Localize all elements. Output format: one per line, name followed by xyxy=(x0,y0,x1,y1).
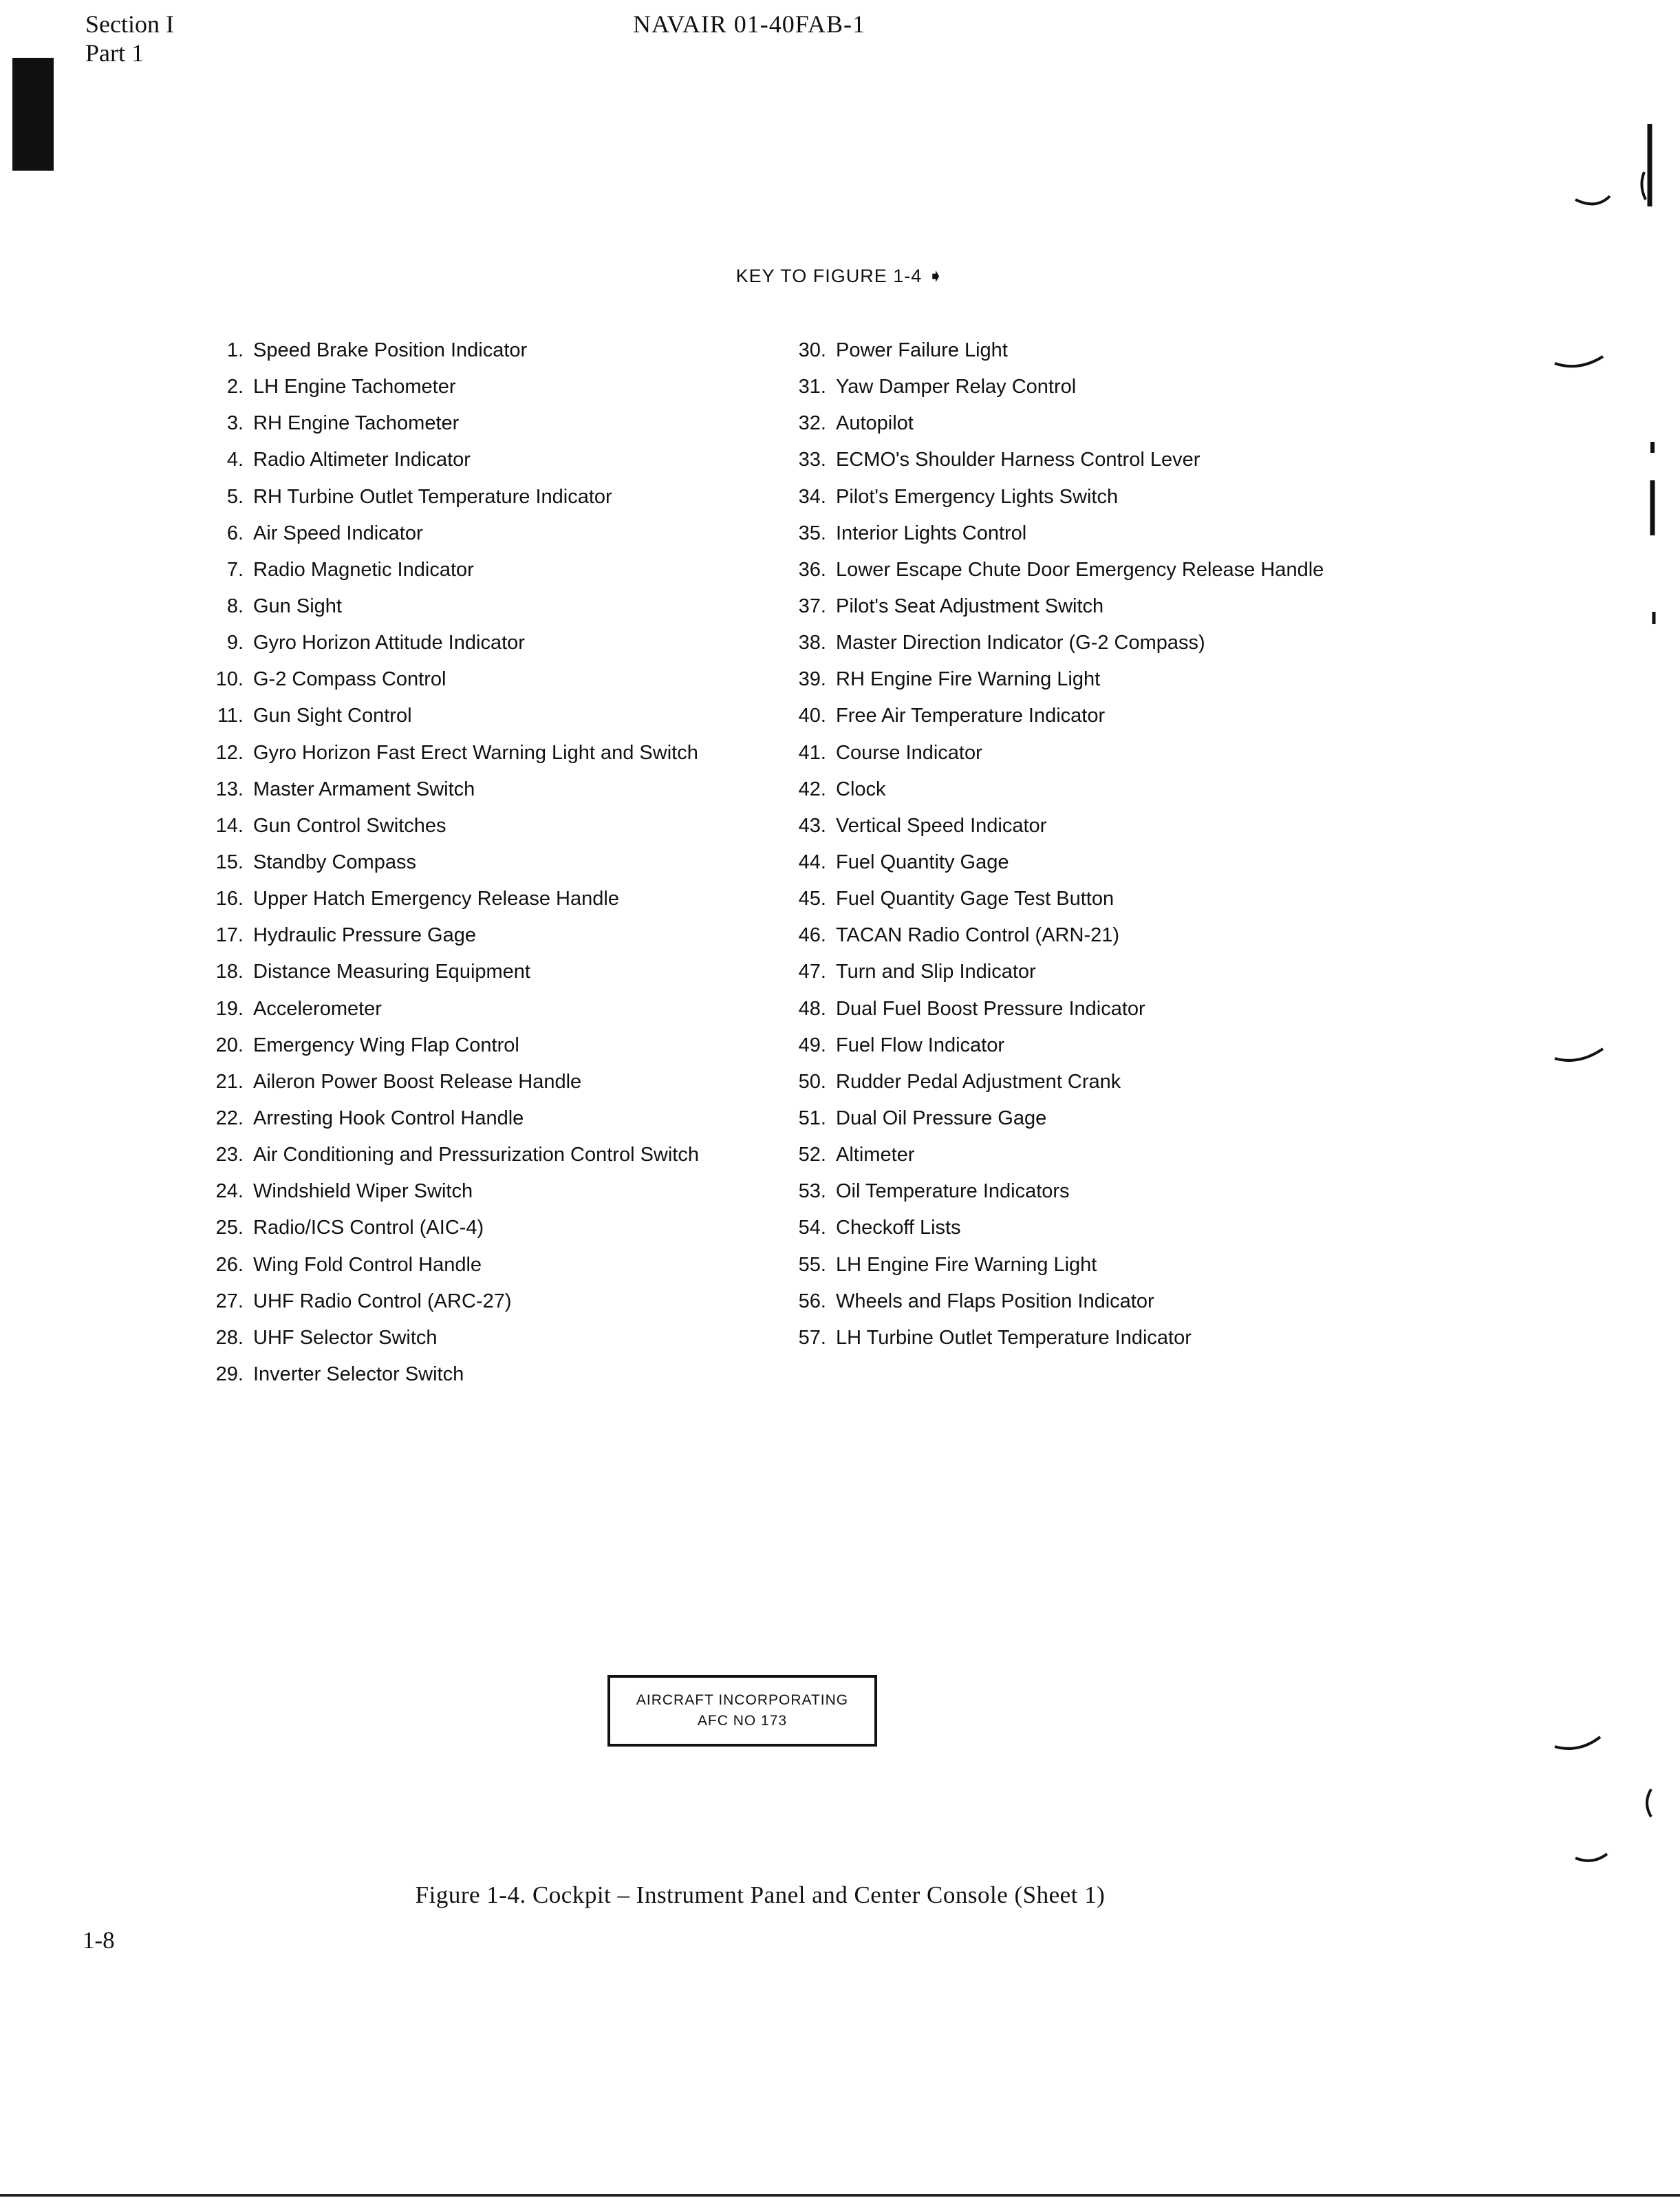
part-label: Part 1 xyxy=(85,39,144,67)
key-item-number: 30. xyxy=(798,339,826,361)
key-item xyxy=(786,922,1324,959)
binding-mark xyxy=(1644,609,1665,630)
key-item-label: Gun Control Switches xyxy=(253,814,446,837)
key-item-label: Wheels and Flaps Position Indicator xyxy=(836,1290,1154,1312)
key-item xyxy=(204,557,699,593)
key-item-number: 31. xyxy=(798,376,826,398)
key-item xyxy=(204,1325,699,1361)
key-item xyxy=(204,776,699,813)
key-item xyxy=(204,996,699,1032)
key-item xyxy=(204,886,699,922)
key-item-label: Inverter Selector Switch xyxy=(253,1363,464,1385)
key-item-label: Windshield Wiper Switch xyxy=(253,1180,473,1203)
key-item-label: Clock xyxy=(836,778,886,800)
key-item xyxy=(204,740,699,776)
key-item-number: 19. xyxy=(215,997,244,1020)
key-item xyxy=(786,1178,1324,1215)
section-label: Section I xyxy=(85,10,174,38)
key-item-label: Aileron Power Boost Release Handle xyxy=(253,1070,582,1093)
key-item-label: Dual Oil Pressure Gage xyxy=(836,1107,1047,1129)
key-item xyxy=(786,410,1324,447)
binding-mark xyxy=(1569,1782,1665,1879)
key-item-label: Fuel Quantity Gage xyxy=(836,851,1009,873)
key-item-number: 8. xyxy=(226,595,244,617)
key-item xyxy=(204,666,699,703)
key-item-number: 52. xyxy=(798,1144,826,1166)
key-item-label: Speed Brake Position Indicator xyxy=(253,339,528,361)
key-item-label: Checkoff Lists xyxy=(836,1217,961,1239)
key-item-number: 56. xyxy=(798,1290,826,1312)
key-item-number: 34. xyxy=(798,485,826,508)
key-item-number: 22. xyxy=(215,1107,244,1129)
key-item-number: 48. xyxy=(798,997,826,1020)
key-item xyxy=(204,1142,699,1178)
key-item xyxy=(786,520,1324,557)
key-item-label: Turn and Slip Indicator xyxy=(836,961,1036,983)
key-item-number: 51. xyxy=(798,1107,826,1129)
key-item-number: 26. xyxy=(215,1253,244,1276)
key-item-number: 35. xyxy=(798,522,826,544)
key-item-number: 36. xyxy=(798,558,826,581)
key-item-number: 43. xyxy=(798,814,826,837)
key-item-label: Gun Sight xyxy=(253,595,342,617)
key-item xyxy=(786,813,1324,849)
key-item-label: Lower Escape Chute Door Emergency Release Handle xyxy=(836,558,1324,581)
key-item xyxy=(786,776,1324,813)
key-item-number: 57. xyxy=(798,1326,826,1349)
key-item xyxy=(204,410,699,447)
key-item-label: Arresting Hook Control Handle xyxy=(253,1107,524,1129)
key-item xyxy=(204,959,699,995)
binding-mark xyxy=(1644,434,1665,551)
figure-caption: Figure 1-4. Cockpit – Instrument Panel and Center Console (Sheet 1) xyxy=(415,1881,1106,1908)
key-item-number: 28. xyxy=(215,1326,244,1349)
key-item-number: 41. xyxy=(798,741,826,764)
key-item-number: 27. xyxy=(215,1290,244,1312)
key-item-label: UHF Radio Control (ARC-27) xyxy=(253,1290,512,1312)
key-item-number: 2. xyxy=(226,376,244,398)
key-item xyxy=(786,996,1324,1032)
key-item-label: Air Conditioning and Pressurization Control Switch xyxy=(253,1144,699,1166)
section-header xyxy=(85,10,174,67)
key-item xyxy=(204,922,699,959)
key-item-label: RH Engine Tachometer xyxy=(253,412,460,435)
key-item-number: 16. xyxy=(215,888,244,910)
key-item-number: 32. xyxy=(798,412,826,435)
key-item-number: 40. xyxy=(798,705,826,727)
key-item xyxy=(786,666,1324,703)
key-item-label: Radio Magnetic Indicator xyxy=(253,558,474,581)
key-item-label: Hydraulic Pressure Gage xyxy=(253,924,476,947)
key-item-label: UHF Selector Switch xyxy=(253,1326,438,1349)
binding-mark xyxy=(1548,1039,1624,1074)
key-item-label: Vertical Speed Indicator xyxy=(836,814,1047,837)
key-item-number: 49. xyxy=(798,1034,826,1056)
key-item xyxy=(786,1032,1324,1069)
key-item-label: Free Air Temperature Indicator xyxy=(836,705,1106,727)
key-item-number: 13. xyxy=(215,778,244,800)
key-item-label: ECMO's Shoulder Harness Control Lever xyxy=(836,449,1200,471)
key-item-label: Dual Fuel Boost Pressure Indicator xyxy=(836,997,1145,1020)
key-item xyxy=(204,1215,699,1251)
key-item-number: 24. xyxy=(215,1180,244,1203)
key-item xyxy=(786,1215,1324,1251)
key-item-number: 14. xyxy=(215,814,244,837)
key-item-label: Upper Hatch Emergency Release Handle xyxy=(253,888,619,910)
key-item xyxy=(786,1325,1324,1361)
key-item-label: Fuel Quantity Gage Test Button xyxy=(836,888,1114,910)
key-item-number: 18. xyxy=(215,961,244,983)
key-item-number: 15. xyxy=(215,851,244,873)
key-item-number: 23. xyxy=(215,1144,244,1166)
key-item-number: 11. xyxy=(217,705,244,727)
stamp-line-1: AIRCRAFT INCORPORATING xyxy=(636,1692,849,1708)
key-item xyxy=(204,1252,699,1288)
key-item-label: Rudder Pedal Adjustment Crank xyxy=(836,1070,1121,1093)
key-item xyxy=(786,484,1324,520)
key-item xyxy=(204,484,699,520)
binding-mark xyxy=(1562,110,1658,220)
key-item xyxy=(204,374,699,410)
key-item-number: 47. xyxy=(798,961,826,983)
key-item-number: 55. xyxy=(798,1253,826,1276)
key-item-number: 5. xyxy=(226,485,244,508)
key-item xyxy=(786,630,1324,666)
key-item xyxy=(204,593,699,630)
key-list-right xyxy=(786,337,1324,1361)
key-item-label: Master Direction Indicator (G-2 Compass) xyxy=(836,632,1205,654)
key-item-label: Yaw Damper Relay Control xyxy=(836,376,1077,398)
key-item-number: 3. xyxy=(226,412,244,435)
key-item-label: Wing Fold Control Handle xyxy=(253,1253,482,1276)
key-item xyxy=(786,849,1324,886)
key-item-label: Altimeter xyxy=(836,1144,915,1166)
key-item xyxy=(204,520,699,557)
key-item xyxy=(786,374,1324,410)
key-item-label: RH Engine Fire Warning Light xyxy=(836,668,1101,691)
key-item xyxy=(786,703,1324,739)
key-item-label: Radio/ICS Control (AIC-4) xyxy=(253,1217,484,1239)
key-item-number: 17. xyxy=(215,924,244,947)
key-item xyxy=(204,849,699,886)
key-item-number: 20. xyxy=(215,1034,244,1056)
key-item xyxy=(786,593,1324,630)
key-item-label: RH Turbine Outlet Temperature Indicator xyxy=(253,485,612,508)
change-bar xyxy=(12,58,54,171)
key-item-number: 4. xyxy=(226,449,244,471)
key-item-number: 7. xyxy=(226,558,244,581)
key-item-number: 9. xyxy=(226,632,244,654)
key-item-number: 46. xyxy=(798,924,826,947)
stamp-line-2: AFC NO 173 xyxy=(697,1713,788,1729)
binding-mark xyxy=(1548,344,1624,378)
key-list-left xyxy=(204,337,699,1398)
key-title: KEY TO FIGURE 1-4 ➧ xyxy=(735,266,945,286)
key-item-label: Emergency Wing Flap Control xyxy=(253,1034,519,1056)
key-item-number: 53. xyxy=(798,1180,826,1203)
key-item-number: 42. xyxy=(798,778,826,800)
binding-mark xyxy=(1548,1727,1624,1762)
key-item xyxy=(786,1288,1324,1325)
key-item-label: Gyro Horizon Attitude Indicator xyxy=(253,632,525,654)
key-item-number: 21. xyxy=(215,1070,244,1093)
key-item xyxy=(204,1361,699,1398)
key-item-label: Master Armament Switch xyxy=(253,778,475,800)
key-item xyxy=(786,1142,1324,1178)
key-item xyxy=(204,813,699,849)
key-item-number: 37. xyxy=(798,595,826,617)
bottom-rule xyxy=(0,2194,1680,2197)
key-item-label: Radio Altimeter Indicator xyxy=(253,449,471,471)
key-item-label: TACAN Radio Control (ARN-21) xyxy=(836,924,1120,947)
key-item-number: 29. xyxy=(215,1363,244,1385)
key-item xyxy=(786,959,1324,995)
key-item-label: Power Failure Light xyxy=(836,339,1008,361)
key-item-label: Oil Temperature Indicators xyxy=(836,1180,1070,1203)
key-item xyxy=(204,337,699,374)
key-item-number: 12. xyxy=(215,741,244,764)
key-item-label: Air Speed Indicator xyxy=(253,522,423,544)
key-item-number: 45. xyxy=(798,888,826,910)
key-item-label: Interior Lights Control xyxy=(836,522,1027,544)
key-item-number: 6. xyxy=(226,522,244,544)
key-item-label: Accelerometer xyxy=(253,997,382,1020)
key-item xyxy=(786,886,1324,922)
key-item xyxy=(204,1105,699,1142)
key-item xyxy=(204,447,699,483)
key-item xyxy=(786,1252,1324,1288)
key-item-label: Gun Sight Control xyxy=(253,705,412,727)
key-item-label: Standby Compass xyxy=(253,851,416,873)
key-item xyxy=(204,630,699,666)
key-item-number: 39. xyxy=(798,668,826,691)
key-item xyxy=(786,740,1324,776)
key-item-number: 54. xyxy=(798,1217,826,1239)
key-item-label: Gyro Horizon Fast Erect Warning Light and Switch xyxy=(253,741,698,764)
key-item xyxy=(786,337,1324,374)
key-item xyxy=(204,1178,699,1215)
key-item xyxy=(786,447,1324,483)
key-item xyxy=(204,1069,699,1105)
key-item-label: Fuel Flow Indicator xyxy=(836,1034,1004,1056)
key-item-label: Pilot's Emergency Lights Switch xyxy=(836,485,1119,508)
key-item-label: LH Turbine Outlet Temperature Indicator xyxy=(836,1326,1192,1349)
key-item xyxy=(204,1032,699,1069)
key-item-label: LH Engine Fire Warning Light xyxy=(836,1253,1097,1276)
key-item xyxy=(786,1069,1324,1105)
key-item-label: G-2 Compass Control xyxy=(253,668,446,691)
key-item-number: 33. xyxy=(798,449,826,471)
key-item-number: 25. xyxy=(215,1217,244,1239)
document-number: NAVAIR 01-40FAB-1 xyxy=(633,10,866,38)
key-item-label: LH Engine Tachometer xyxy=(253,376,456,398)
page-number: 1-8 xyxy=(83,1927,115,1954)
key-item xyxy=(786,1105,1324,1142)
key-item-label: Autopilot xyxy=(836,412,914,435)
key-item-number: 50. xyxy=(798,1070,826,1093)
key-item-number: 38. xyxy=(798,632,826,654)
key-item-label: Distance Measuring Equipment xyxy=(253,961,530,983)
key-item-label: Pilot's Seat Adjustment Switch xyxy=(836,595,1104,617)
key-item-number: 1. xyxy=(226,339,244,361)
key-item xyxy=(204,703,699,739)
key-item-number: 10. xyxy=(215,668,244,691)
key-item-number: 44. xyxy=(798,851,826,873)
key-item xyxy=(204,1288,699,1325)
key-item xyxy=(786,557,1324,593)
afc-stamp xyxy=(607,1675,877,1747)
key-item-label: Course Indicator xyxy=(836,741,982,764)
